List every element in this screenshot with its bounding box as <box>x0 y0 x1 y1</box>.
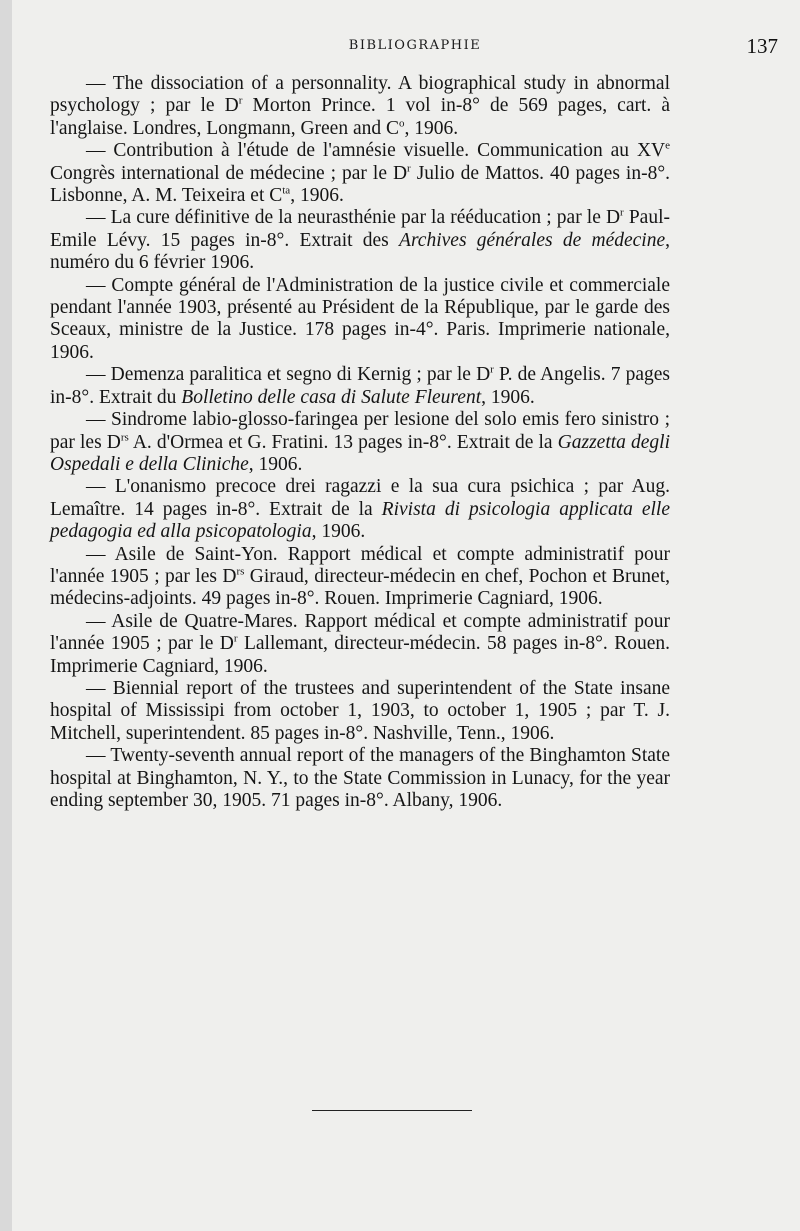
entry-text: — Contribution à l'étude de l'amnésie visuelle. Communication au XV <box>86 140 666 162</box>
superscript: r <box>238 94 243 107</box>
entry-text: — Twenty-seventh annual report of the managers of the Binghamton State hospital at Binghamton, N. Y., to the State Commission in Lunacy, for the year ending september 30, 1905. 71 pages in-8°. Albany, 1906. <box>50 745 670 811</box>
entry-text: Morton Prince. 1 vol in-8° de 569 pages, cart. à l'anglaise. Londres, Longmann, Green and C <box>50 95 671 139</box>
superscript: o <box>399 117 405 130</box>
entry-text: A. d'Ormea et G. Fratini. 13 pages in-8°. Extrait de la <box>128 431 558 453</box>
bibliography-entry <box>50 745 670 812</box>
bibliography-entry <box>50 544 670 611</box>
running-head: BIBLIOGRAPHIE <box>348 38 482 53</box>
bibliography-entry <box>50 611 670 678</box>
superscript: r <box>407 162 411 175</box>
journal-title: Gazzetta degli Ospedali e della Cliniche <box>50 431 670 475</box>
bibliography-entry <box>50 73 670 140</box>
entry-text: , 1906. <box>311 521 366 543</box>
bibliography-entry <box>50 476 670 543</box>
bibliography-entry <box>50 140 670 207</box>
bibliography-entry <box>50 275 670 365</box>
closing-rule <box>312 1110 472 1111</box>
entry-text: — Asile de Quatre-Mares. Rapport médical et compte administratif pour l'année 1905 ; par le D <box>50 610 670 655</box>
bibliography-entry <box>50 409 670 476</box>
bibliography-entry <box>50 678 670 745</box>
bibliography-entry <box>50 207 670 274</box>
superscript: r <box>233 632 238 645</box>
entry-text: , 1906. <box>248 453 303 475</box>
entry-text: Congrès international de médecine ; par le D <box>50 162 408 184</box>
entry-text: — L'onanismo precoce drei ragazzi e la sua cura psichica ; par Aug. Lemaître. 14 pages in-8°. Extrait de la <box>50 476 670 520</box>
bibliography-entry <box>50 364 670 409</box>
bibliography-list <box>50 73 670 812</box>
entry-text: — Demenza paralitica et segno di Kernig ; par le D <box>86 364 491 386</box>
entry-text: P. de Angelis. 7 pages in-8°. Extrait du <box>50 364 670 408</box>
entry-text: Paul-Emile Lévy. 15 pages in-8°. Extrait des <box>50 207 670 251</box>
entry-text: , numéro du 6 février 1906. <box>50 229 670 274</box>
book-page <box>12 0 800 1231</box>
entry-text: Giraud, directeur-médecin en chef, Pochon et Brunet, médecins-adjoints. 49 pages in-8°. Rouen. Imprimerie Cagniard, 1906. <box>50 565 670 610</box>
entry-text: , 1906. <box>481 386 535 408</box>
superscript: ta <box>282 184 291 197</box>
entry-text: — Biennial report of the trustees and superintendent of the State insane hospital of Mississipi from october 1, 1903, to october 1, 1905 ; par T. J. Mitchell, superintendent. 85 pages in-8°. Nashville, Tenn., 1906. <box>50 677 670 744</box>
entry-text: — The dissociation of a personnality. A biographical study in abnormal psychology ; par le D <box>50 73 670 117</box>
superscript: rs <box>120 431 129 443</box>
page-header <box>52 34 778 64</box>
entry-text: — La cure définitive de la neurasthénie par la rééducation ; par le D <box>86 207 621 229</box>
superscript: r <box>490 363 494 376</box>
entry-text: — Asile de Saint-Yon. Rapport médical et compte administratif pour l'année 1905 ; par les D <box>50 543 670 587</box>
journal-title: Rivista di psicologia applicata elle pedagogia ed alla psicopatologia <box>50 498 670 543</box>
entry-text: Julio de Mattos. 40 pages in-8°. Lisbonne, A. M. Teixeira et C <box>50 162 671 207</box>
page-number: 137 <box>746 34 778 58</box>
journal-title: Bolletino delle casa di Salute Fleurent <box>181 386 482 408</box>
entry-text: Lallemant, directeur-médecin. 58 pages in-8°. Rouen. Imprimerie Cagniard, 1906. <box>50 633 670 677</box>
entry-text: — Sindrome labio-glosso-faringea per lesione del solo emis fero sinistro ; par les D <box>50 409 670 453</box>
superscript: e <box>665 139 670 152</box>
superscript: rs <box>236 565 245 578</box>
journal-title: Archives générales de médecine <box>399 229 666 251</box>
superscript: r <box>620 206 624 219</box>
entry-text: — Compte général de l'Administration de la justice civile et commerciale pendant l'année 1903, présenté au Président de la République, par le garde des Sceaux, ministre de la Justice. 178 pages in-4°. Paris. Imprimerie nationale, 1906. <box>50 274 670 363</box>
entry-text: , 1906. <box>290 185 344 207</box>
entry-text: , 1906. <box>404 117 459 139</box>
